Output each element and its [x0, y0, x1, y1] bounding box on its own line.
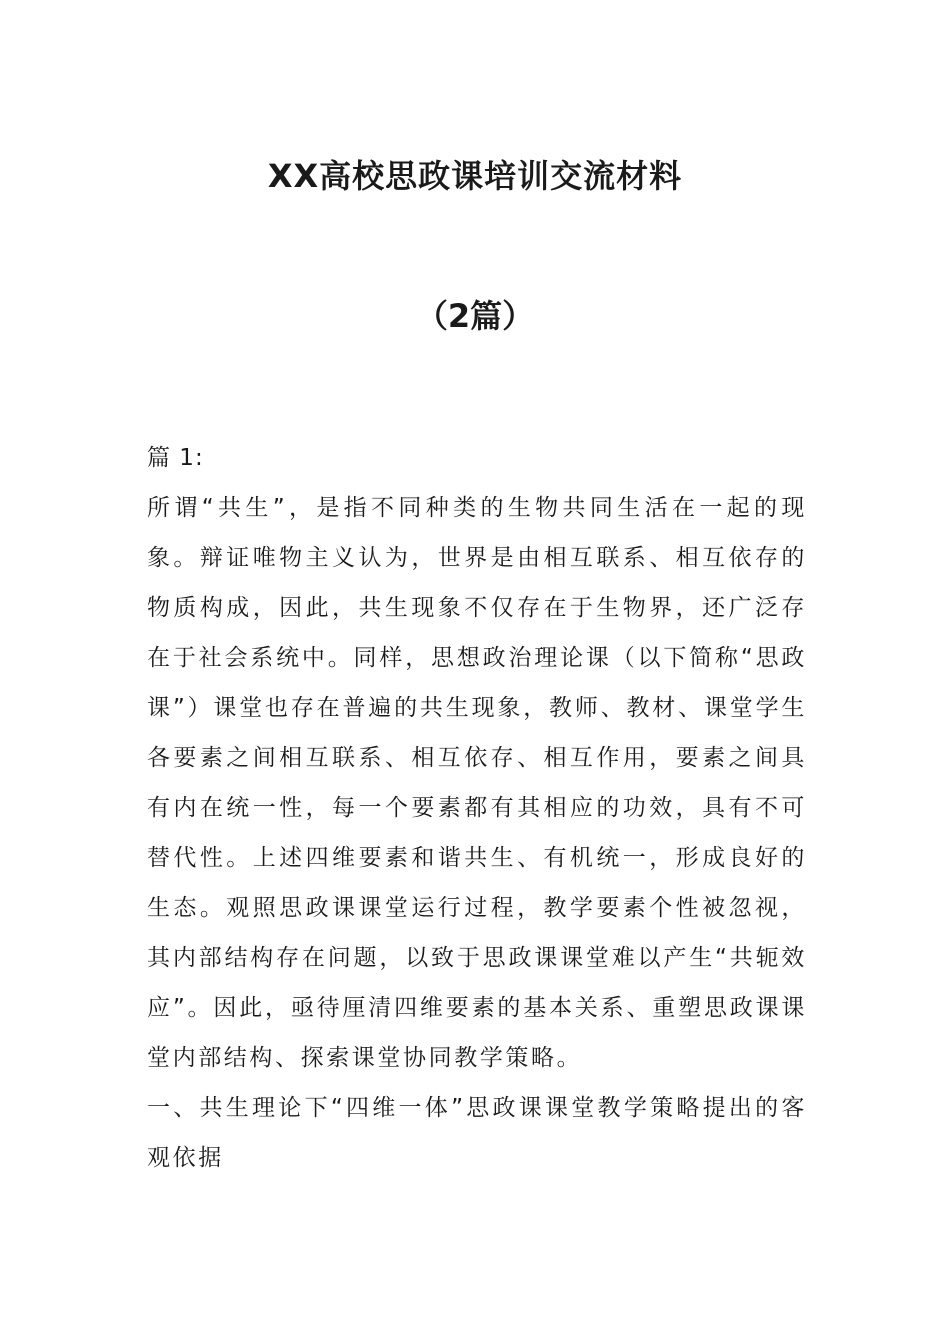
- document-body: [147, 433, 807, 1183]
- document-title: XX高校思政课培训交流材料: [267, 157, 683, 195]
- document-subtitle: （2篇）: [415, 297, 535, 335]
- section-label: 篇 1:: [147, 445, 204, 471]
- section-heading-1: 一、共生理论下“四维一体”思政课课堂教学策略提出的客观依据: [147, 1095, 807, 1171]
- paragraph-intro: 所谓“共生”，是指不同种类的生物共同生活在一起的现象。辩证唯物主义认为，世界是由相互联系、相互依存的物质构成，因此，共生现象不仅存在于生物界，还广泛存在于社会系统中。同样，思想政治理论课（以下简称“思政课”）课堂也存在普遍的共生现象，教师、教材、课堂学生各要素之间相互联系、相互依存、相互作用，要素之间具有内在统一性，每一个要素都有其相应的功效，具有不可替代性。上述四维要素和谐共生、有机统一，形成良好的生态。观照思政课课堂运行过程，教学要素个性被忽视，其内部结构存在问题，以致于思政课课堂难以产生“共轭效应”。因此，亟待厘清四维要素的基本关系、重塑思政课课堂内部结构、探索课堂协同教学策略。: [147, 495, 807, 1071]
